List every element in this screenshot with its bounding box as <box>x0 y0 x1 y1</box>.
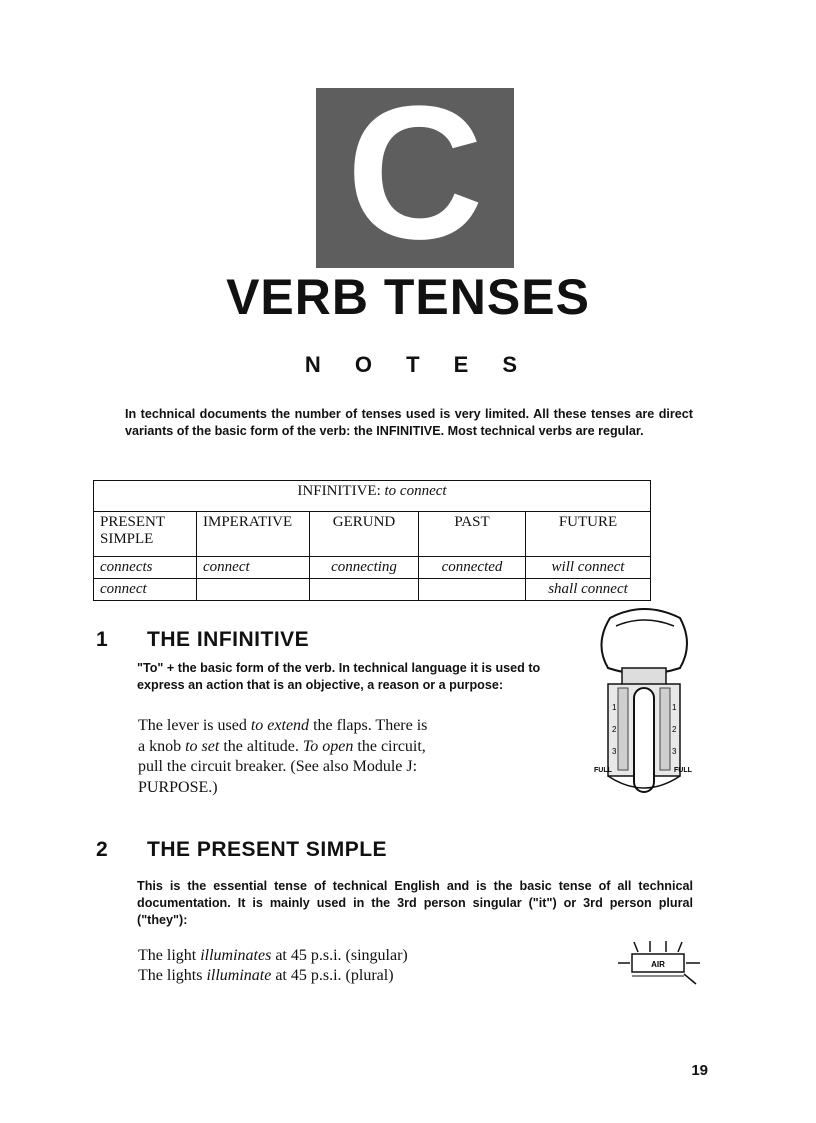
table-row <box>94 481 651 512</box>
infinitive-label: INFINITIVE: <box>297 483 385 499</box>
svg-text:2: 2 <box>672 725 677 734</box>
infinitive-cell <box>94 481 651 512</box>
tenses-table <box>93 480 651 601</box>
table-cell <box>310 579 419 601</box>
header-cell: FUTURE <box>526 512 651 557</box>
table-cell <box>197 579 310 601</box>
table-cell: connect <box>94 579 197 601</box>
svg-text:1: 1 <box>672 703 677 712</box>
svg-text:1: 1 <box>612 703 617 712</box>
section-2-description: This is the essential tense of technical English and is the basic tense of all technical documentation. It is mainly used in the 3rd person singular ("it") or 3rd person plural ("they"): <box>137 879 693 927</box>
header-cell: GERUND <box>310 512 419 557</box>
table-cell: connected <box>419 557 526 579</box>
table-cell: connect <box>197 557 310 579</box>
table-cell <box>419 579 526 601</box>
section-2-example-plural: The lights illuminate at 45 p.s.i. (plural) <box>138 967 394 984</box>
section-2-number: 2 <box>96 838 108 861</box>
table-cell: connecting <box>310 557 419 579</box>
table-row <box>94 512 651 557</box>
header-cell: IMPERATIVE <box>197 512 310 557</box>
infinitive-value: to connect <box>384 483 447 499</box>
chapter-letter-graphic <box>316 88 514 268</box>
table-row <box>94 579 651 601</box>
section-2-example-singular: The light illuminates at 45 p.s.i. (singular) <box>138 947 408 964</box>
section-2-title: THE PRESENT SIMPLE <box>147 838 388 861</box>
svg-text:FULL: FULL <box>674 767 692 774</box>
flap-lever-illustration <box>588 604 700 804</box>
section-1-examples: The lever is used to extend the flaps. There is a knob to set the altitude. To open the circuit, pull the circuit breaker. (See also Module J: PURPOSE.) <box>138 717 428 796</box>
chapter-letter: C <box>346 88 484 268</box>
page-title: VERB TENSES <box>226 269 590 325</box>
section-1-description: "To" + the basic form of the verb. In technical language it is used to express an action that is an objective, a reason or a purpose: <box>137 661 541 692</box>
indicator-light-illustration <box>614 938 704 990</box>
table-cell: will connect <box>526 557 651 579</box>
svg-text:FULL: FULL <box>594 767 612 774</box>
chapter-letter-block <box>316 88 514 268</box>
table-cell: connects <box>94 557 197 579</box>
section-1-number: 1 <box>96 628 108 651</box>
svg-text:3: 3 <box>612 747 617 756</box>
section-1-title: THE INFINITIVE <box>147 628 310 651</box>
svg-text:AIR: AIR <box>651 960 665 969</box>
notes-heading: N O T E S <box>304 352 532 377</box>
table-row <box>94 557 651 579</box>
header-cell: PRESENT SIMPLE <box>94 512 197 557</box>
table-cell: shall connect <box>526 579 651 601</box>
intro-paragraph: In technical documents the number of tenses used is very limited. All these tenses are direct variants of the basic form of the verb: the INFINITIVE. Most technical verbs are regular. <box>125 407 693 438</box>
page-number: 19 <box>691 1062 708 1079</box>
svg-text:3: 3 <box>672 747 677 756</box>
svg-text:2: 2 <box>612 725 617 734</box>
header-cell: PAST <box>419 512 526 557</box>
